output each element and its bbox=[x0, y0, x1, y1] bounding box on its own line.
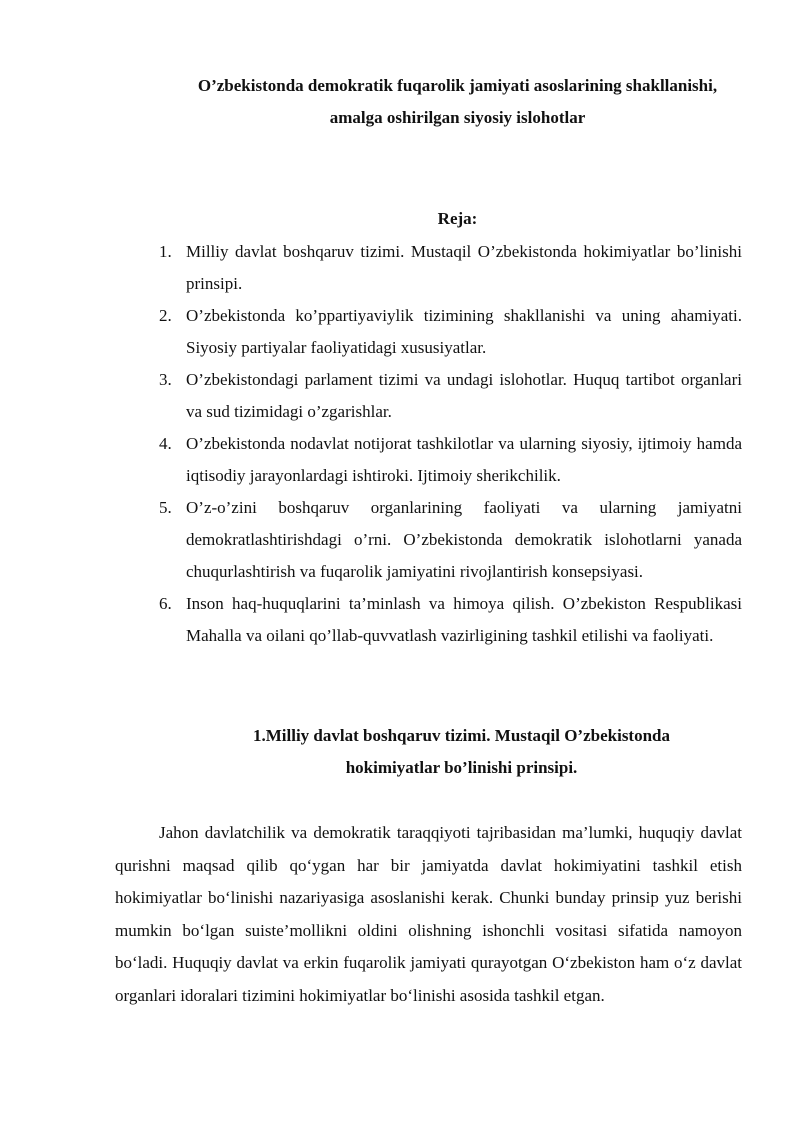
plan-item-number: 4. bbox=[159, 434, 172, 453]
section-heading bbox=[115, 720, 800, 784]
plan-item-text: O’zbekistonda ko’ppartiyaviylik tizimining shakllanishi va uning ahamiyati. Siyosiy partiyalar faoliyatidagi xususiyatlar. bbox=[186, 306, 742, 357]
plan-item-text: O’zbekistondagi parlament tizimi va undagi islohotlar. Huquq tartibot organlari va sud tizimidagi o’zgarishlar. bbox=[186, 370, 742, 421]
plan-item-text: Milliy davlat boshqaruv tizimi. Mustaqil O’zbekistonda hokimiyatlar bo’linishi prinsipi. bbox=[186, 242, 742, 293]
plan-item-number: 3. bbox=[159, 370, 172, 389]
plan-item bbox=[140, 492, 742, 588]
plan-item-number: 2. bbox=[159, 306, 172, 325]
plan-item bbox=[140, 364, 742, 428]
plan-heading: Reja: bbox=[437, 209, 478, 228]
plan-item bbox=[140, 588, 742, 652]
document-title-line-2: amalga oshirilgan siyosiy islohotlar bbox=[329, 108, 586, 127]
plan-item-number: 5. bbox=[159, 498, 172, 517]
plan-item-number: 6. bbox=[159, 594, 172, 613]
plan-item-number: 1. bbox=[159, 242, 172, 261]
document-title-line-1: O’zbekistonda demokratik fuqarolik jamiyati asoslarining shakllanishi, bbox=[197, 76, 718, 95]
plan-item-text: O’z-o’zini boshqaruv organlarining faoliyati va ularning jamiyatni demokratlashtirishdagi o’rni. O’zbekistonda demokratik islohotlarni yanada chuqurlashtirish va fuqarolik jamiyatini rivojlantirish konsepsiyasi. bbox=[186, 498, 742, 581]
plan-item bbox=[140, 428, 742, 492]
plan-item bbox=[140, 236, 742, 300]
plan-item-text: O’zbekistonda nodavlat notijorat tashkilotlar va ularning siyosiy, ijtimoiy hamda iqtisodiy jarayonlardagi ishtiroki. Ijtimoiy sherikchilik. bbox=[186, 434, 742, 485]
plan-item-text: Inson haq-huquqlarini ta’minlash va himoya qilish. O’zbekiston Respublikasi Mahalla va oilani qo’llab-quvvatlash vazirligining tashkil etilishi va faoliyati. bbox=[186, 594, 742, 645]
body-paragraph: Jahon davlatchilik va demokratik taraqqiyoti tajribasidan ma’lumki, huquqiy davlat qurishni maqsad qilib qo‘ygan har bir jamiyatda davlat hokimiyatini tashkil etish hokimiyatlar bo‘linishi nazariyasiga asoslanishi kerak. Chunki bunday prinsip yuz berishi mumkin bo‘lgan suiste’mollikni oldini olishning ishonchli vositasi sifatida namoyon bo‘ladi. Huquqiy davlat va erkin fuqarolik jamiyati qurayotgan O‘zbekiston ham o‘z davlat organlari idoralari tizimini hokimiyatlar bo‘linishi asosida tashkil etgan. bbox=[115, 823, 742, 1005]
section-heading-line-2: hokimiyatlar bo’linishi prinsipi. bbox=[345, 758, 578, 777]
section-heading-line-1: 1.Milliy davlat boshqaruv tizimi. Mustaqil O’zbekistonda bbox=[252, 726, 670, 745]
plan-item bbox=[140, 300, 742, 364]
document-title bbox=[115, 70, 800, 134]
plan-list bbox=[140, 236, 742, 652]
